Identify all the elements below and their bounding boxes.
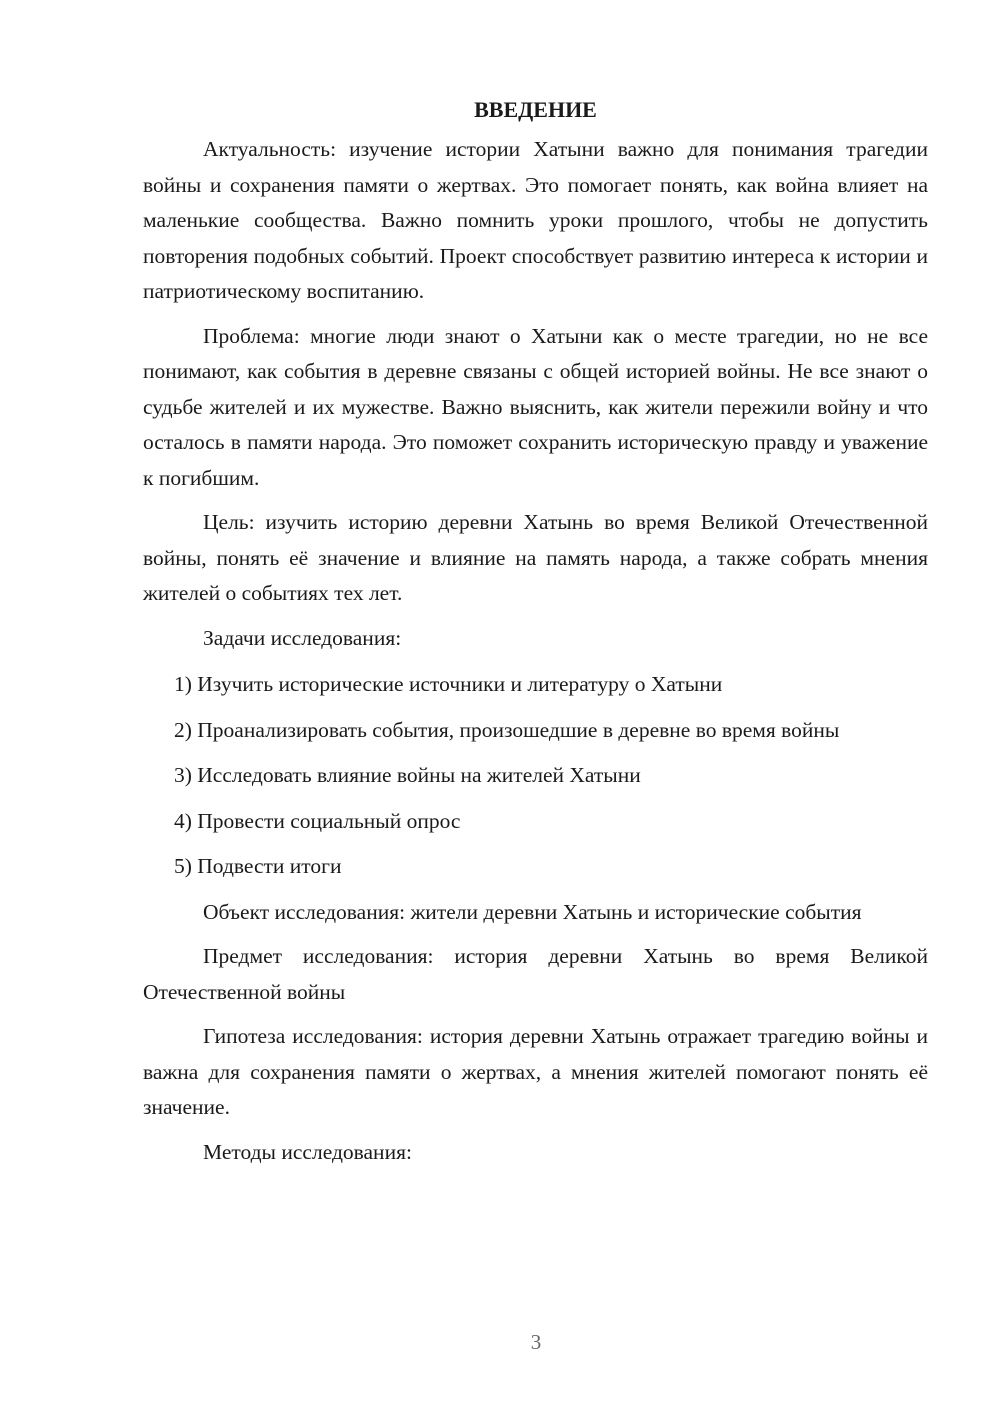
paragraph-tasks-heading: Задачи исследования:	[203, 625, 402, 650]
paragraph-object: Объект исследования: жители деревни Хатынь и исторические события	[203, 899, 862, 924]
paragraph-subject: Предмет исследования: история деревни Хатынь во время Великой Отечественной войны	[143, 944, 928, 1004]
task-item-5: 5) Подвести итоги	[174, 854, 342, 878]
paragraph-problem: Проблема: многие люди знают о Хатыни как о месте трагедии, но не все понимают, как события в деревне связаны с общей историей войны. Не все знают о судьбе жителей и их мужестве. Важно выяснить, как жители пережили войну и что осталось в памяти народа. Это поможет сохранить историческую правду и уважение к погибшим.	[143, 323, 928, 490]
paragraph-hypothesis: Гипотеза исследования: история деревни Хатынь отражает трагедию войны и важна для сохранения памяти о жертвах, а мнения жителей помогают понять её значение.	[143, 1024, 928, 1119]
paragraph-goal: Цель: изучить историю деревни Хатынь во время Великой Отечественной войны, понять её значение и влияние на память народа, а также собрать мнения жителей о событиях тех лет.	[143, 510, 928, 605]
paragraph-relevance: Актуальность: изучение истории Хатыни важно для понимания трагедии войны и сохранения памяти о жертвах. Это помогает понять, как война влияет на маленькие сообщества. Важно помнить уроки прошлого, чтобы не допустить повторения подобных событий. Проект способствует развитию интереса к истории и патриотическому воспитанию.	[143, 137, 928, 303]
task-item-2: 2) Проанализировать события, произошедшие в деревне во время войны	[174, 717, 840, 742]
page-title: ВВЕДЕНИЕ	[474, 97, 597, 122]
task-item-3: 3) Исследовать влияние войны на жителей Хатыни	[174, 763, 641, 787]
document-page	[143, 92, 928, 1181]
task-item-1: 1) Изучить исторические источники и литературу о Хатыни	[174, 672, 723, 696]
paragraph-methods: Методы исследования:	[203, 1139, 412, 1164]
task-item-4: 4) Провести социальный опрос	[174, 808, 461, 833]
page-number: 3	[530, 1330, 542, 1354]
